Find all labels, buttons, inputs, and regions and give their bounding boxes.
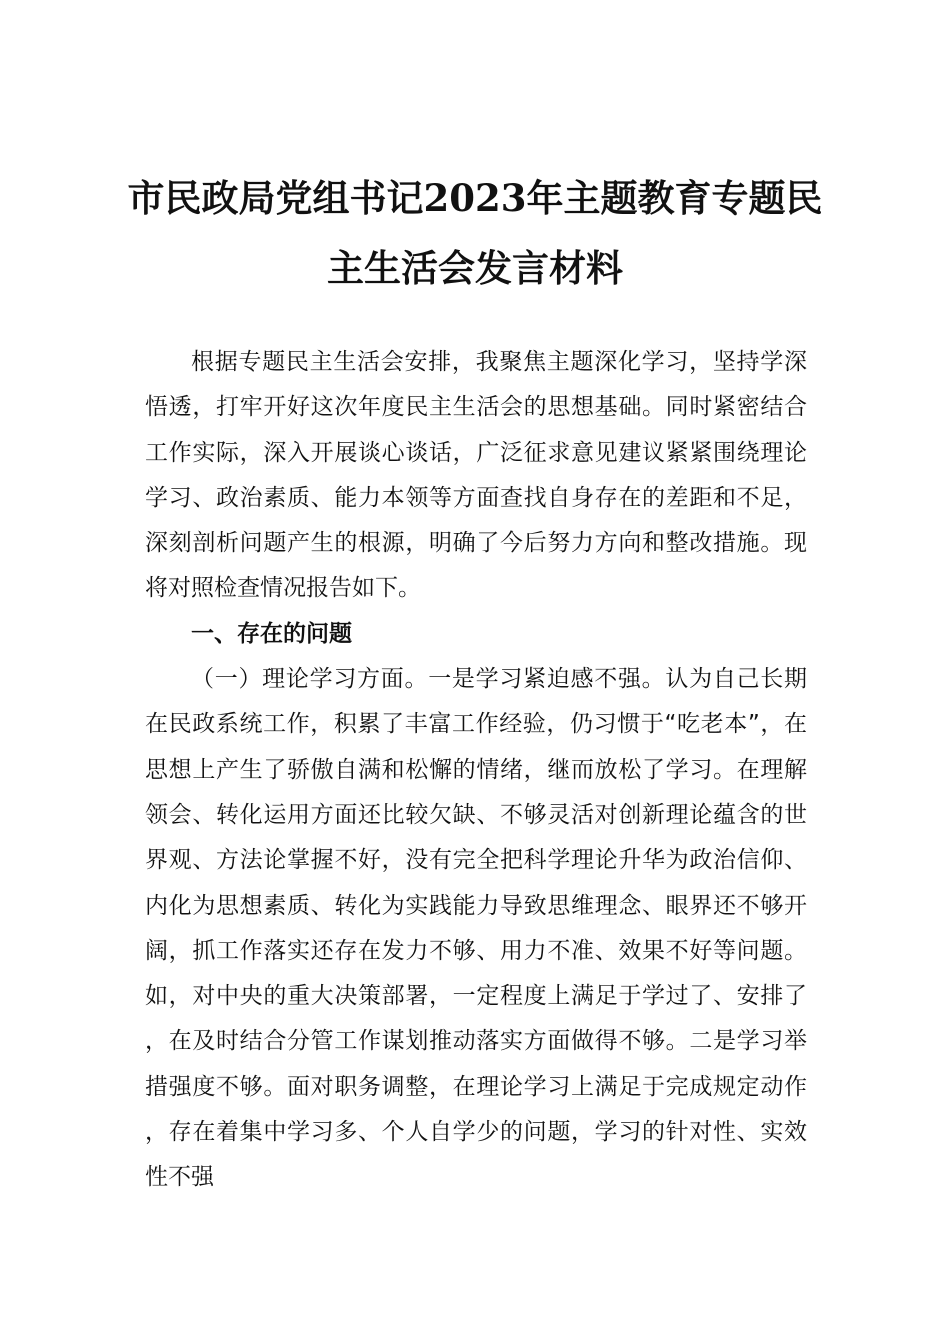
document-title-line-1: 市民政局党组书记2023年主题教育专题民 xyxy=(127,176,823,220)
section-heading-problems: 一、存在的问题 xyxy=(191,620,352,647)
theory-study-paragraph: （一）理论学习方面。一是学习紧迫感不强。认为自己长期在民政系统工作，积累了丰富工作经验，仍习惯于“吃老本”，在思想上产生了骄傲自满和松懈的情绪，继而放松了学习。在理解领会、转化运用方面还比较欠缺、不够灵活对创新理论蕴含的世界观、方法论掌握不好，没有完全把科学理论升华为政治信仰、内化为思想素质、转化为实践能力导致思维理念、眼界还不够开阔，抓工作落实还存在发力不够、用力不准、效果不好等问题。如，对中央的重大决策部署，一定程度上满足于学过了、安排了，在及时结合分管工作谋划推动落实方面做得不够。二是学习举措强度不够。面对职务调整，在理论学习上满足于完成规定动作，存在着集中学习多、个人自学少的问题，学习的针对性、实效性不强 xyxy=(145,666,807,1191)
intro-paragraph: 根据专题民主生活会安排，我聚焦主题深化学习，坚持学深悟透，打牢开好这次年度民主生活会的思想基础。同时紧密结合工作实际，深入开展谈心谈话，广泛征求意见建议紧紧围绕理论学习、政治素质、能力本领等方面查找自身存在的差距和不足，深刻剖析问题产生的根源，明确了今后努力方向和整改措施。现将对照检查情况报告如下。 xyxy=(145,349,807,602)
document-body xyxy=(145,340,807,1201)
document-title-line-2: 主生活会发言材料 xyxy=(327,246,623,290)
